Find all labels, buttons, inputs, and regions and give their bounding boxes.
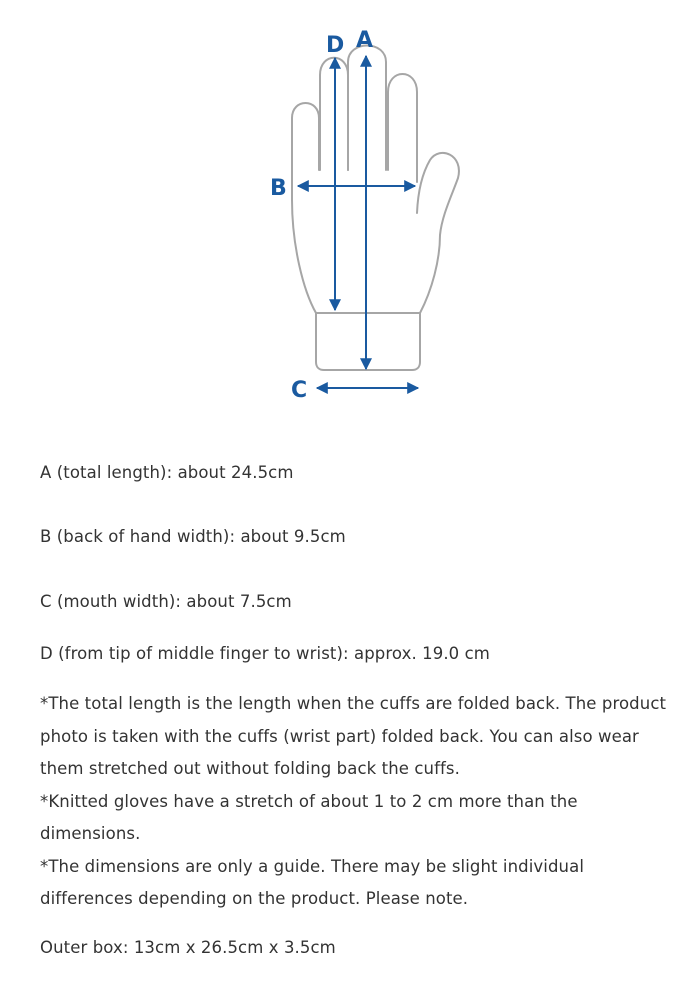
dimension-c-text: C (mouth width): about 7.5cm — [40, 592, 292, 611]
label-d: D — [326, 33, 345, 58]
cuff-outline — [316, 313, 420, 370]
label-c: C — [291, 378, 308, 403]
glove-size-diagram — [0, 0, 700, 420]
notes-block — [40, 688, 680, 916]
dimension-b-text: B (back of hand width): about 9.5cm — [40, 527, 346, 546]
outer-box-text: Outer box: 13cm x 26.5cm x 3.5cm — [40, 938, 336, 957]
glove-outline — [292, 46, 459, 371]
note-stretch: *Knitted gloves have a stretch of about 1 to 2 cm more than the dimensions. — [40, 791, 578, 843]
note-cuffs: *The total length is the length when the cuffs are folded back. The product photo is taken with the cuffs (wrist part) folded back. You can also wear them stretched out without folding back the cuffs. — [40, 694, 667, 778]
note-guide: *The dimensions are only a guide. There may be slight individual differences depending on the product. Please note. — [40, 856, 585, 908]
label-a: A — [356, 28, 374, 53]
dimension-a-text: A (total length): about 24.5cm — [40, 463, 294, 482]
dimension-d-text: D (from tip of middle finger to wrist): approx. 19.0 cm — [40, 644, 490, 663]
index-finger-outline — [388, 74, 417, 182]
label-b: B — [270, 176, 287, 201]
palm-thumb-outline — [292, 153, 459, 313]
